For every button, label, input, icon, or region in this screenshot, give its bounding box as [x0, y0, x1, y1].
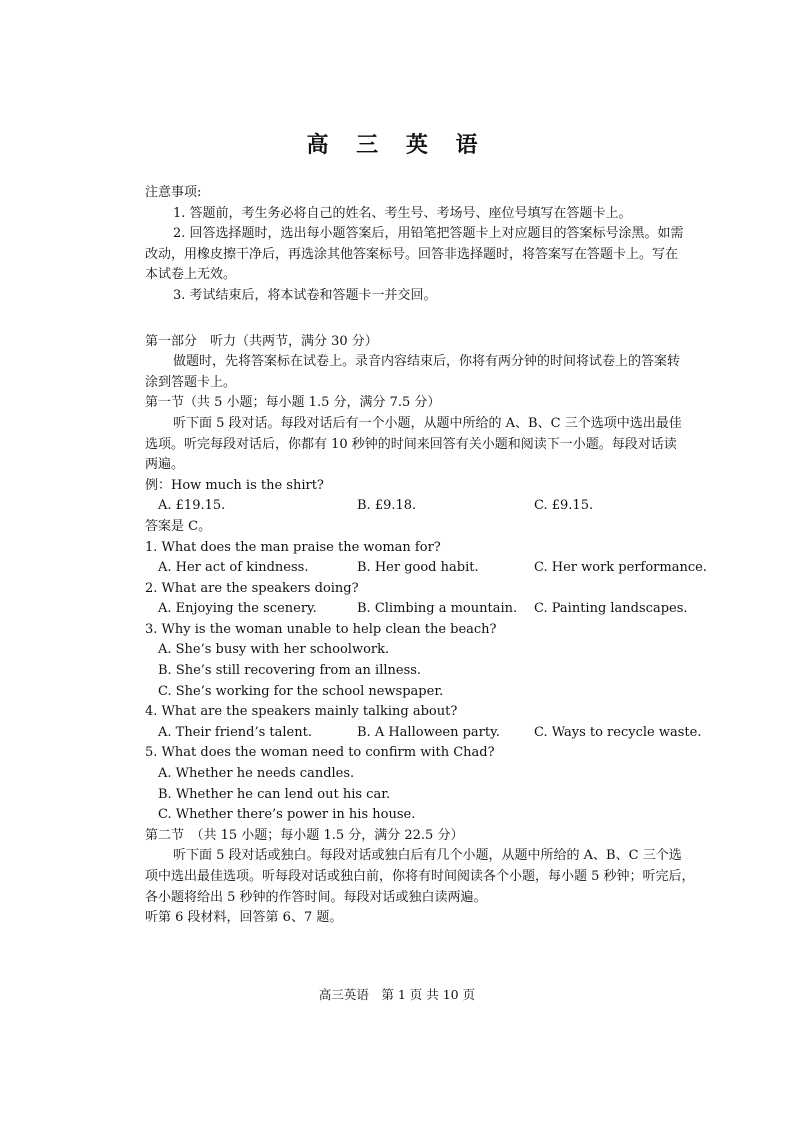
question-2-options: [145, 599, 725, 620]
notice-item-3: 3. 考试结束后，将本试卷和答题卡一并交回。: [173, 287, 437, 303]
question-5-option-c: C. Whether there’s power in his house.: [158, 807, 416, 823]
section1-heading: 第一节（共 5 小题；每小题 1.5 分，满分 7.5 分）: [145, 395, 441, 411]
section1-intro-line-3: 两遍。: [145, 457, 185, 473]
part1-heading: 第一部分 听力（共两节，满分 30 分）: [145, 333, 378, 349]
example-answer: 答案是 C。: [145, 518, 212, 534]
example-option-b: B. £9.18.: [357, 498, 417, 514]
question-2-option-a: A. Enjoying the scenery.: [158, 601, 317, 617]
example-options: [145, 496, 725, 517]
question-5-option-a: A. Whether he needs candles.: [158, 766, 355, 782]
question-3-option-b: B. She’s still recovering from an illness.: [158, 663, 422, 679]
question-4-options: [145, 723, 725, 744]
part1-intro-line-2: 涂到答题卡上。: [145, 374, 237, 390]
question-4: 4. What are the speakers mainly talking about?: [145, 704, 458, 720]
page-footer: 高三英语 第 1 页 共 10 页: [318, 987, 476, 1002]
notice-item-2-line-1: 2. 回答选择题时，选出每小题答案后，用铅笔把答题卡上对应题目的答案标号涂黑。如需: [173, 226, 684, 242]
question-5: 5. What does the woman need to confirm with Chad?: [145, 745, 495, 761]
section1-intro-line-1: 听下面 5 段对话。每段对话后有一个小题，从题中所给的 A、B、C 三个选项中选出最佳: [173, 415, 682, 431]
spacer: [145, 307, 725, 332]
section1-intro-line-2: 选项。听完每段对话后，你都有 10 秒钟的时间来回答有关小题和阅读下一小题。每段对话读: [145, 436, 677, 452]
part1-intro-line-1: 做题时，先将答案标在试卷上。录音内容结束后，你将有两分钟的时间将试卷上的答案转: [173, 354, 681, 370]
notice-item-1: 1. 答题前，考生务必将自己的姓名、考生号、考场号、座位号填写在答题卡上。: [173, 205, 632, 221]
example-option-c: C. £9.15.: [534, 498, 594, 514]
section2-material-6: 听第 6 段材料，回答第 6、7 题。: [145, 910, 343, 926]
question-2: 2. What are the speakers doing?: [145, 580, 359, 596]
section2-intro-line-1: 听下面 5 段对话或独白。每段对话或独白后有几个小题，从题中所给的 A、B、C 三个选: [173, 848, 682, 864]
question-1-option-b: B. Her good habit.: [357, 560, 479, 576]
question-3-option-a: A. She’s busy with her schoolwork.: [158, 642, 390, 658]
notice-item-2-line-2: 改动，用橡皮擦干净后，再选涂其他答案标号。回答非选择题时，将答案写在答题卡上。写在: [145, 246, 679, 262]
notice-item-2-line-3: 本试卷上无效。: [145, 267, 237, 283]
question-3: 3. Why is the woman unable to help clean the beach?: [145, 621, 497, 637]
page-title: 高 三 英 语: [306, 132, 488, 158]
question-4-option-a: A. Their friend’s talent.: [158, 724, 312, 740]
section2-intro-line-2: 项中选出最佳选项。听每段对话或独白前，你将有时间阅读各个小题，每小题 5 秒钟；听完后，: [145, 869, 695, 884]
question-1-option-c: C. Her work performance.: [534, 560, 707, 576]
question-2-option-c: C. Painting landscapes.: [534, 601, 688, 617]
question-1-options: [145, 558, 725, 579]
exam-content: [145, 183, 725, 929]
question-4-option-c: C. Ways to recycle waste.: [534, 724, 702, 740]
example-question: 例：How much is the shirt?: [145, 477, 324, 493]
example-option-a: A. £19.15.: [158, 498, 226, 514]
section2-heading: 第二节 （共 15 小题；每小题 1.5 分，满分 22.5 分）: [145, 827, 464, 843]
question-1: 1. What does the man praise the woman for?: [145, 539, 441, 555]
notice-heading: 注意事项:: [145, 185, 202, 200]
question-5-option-b: B. Whether he can lend out his car.: [158, 786, 391, 802]
question-4-option-b: B. A Halloween party.: [357, 724, 500, 740]
question-2-option-b: B. Climbing a mountain.: [357, 601, 518, 617]
section2-intro-line-3: 各小题将给出 5 秒钟的作答时间。每段对话或独白读两遍。: [145, 889, 487, 905]
question-1-option-a: A. Her act of kindness.: [158, 560, 309, 576]
question-3-option-c: C. She’s working for the school newspaper.: [158, 683, 444, 699]
